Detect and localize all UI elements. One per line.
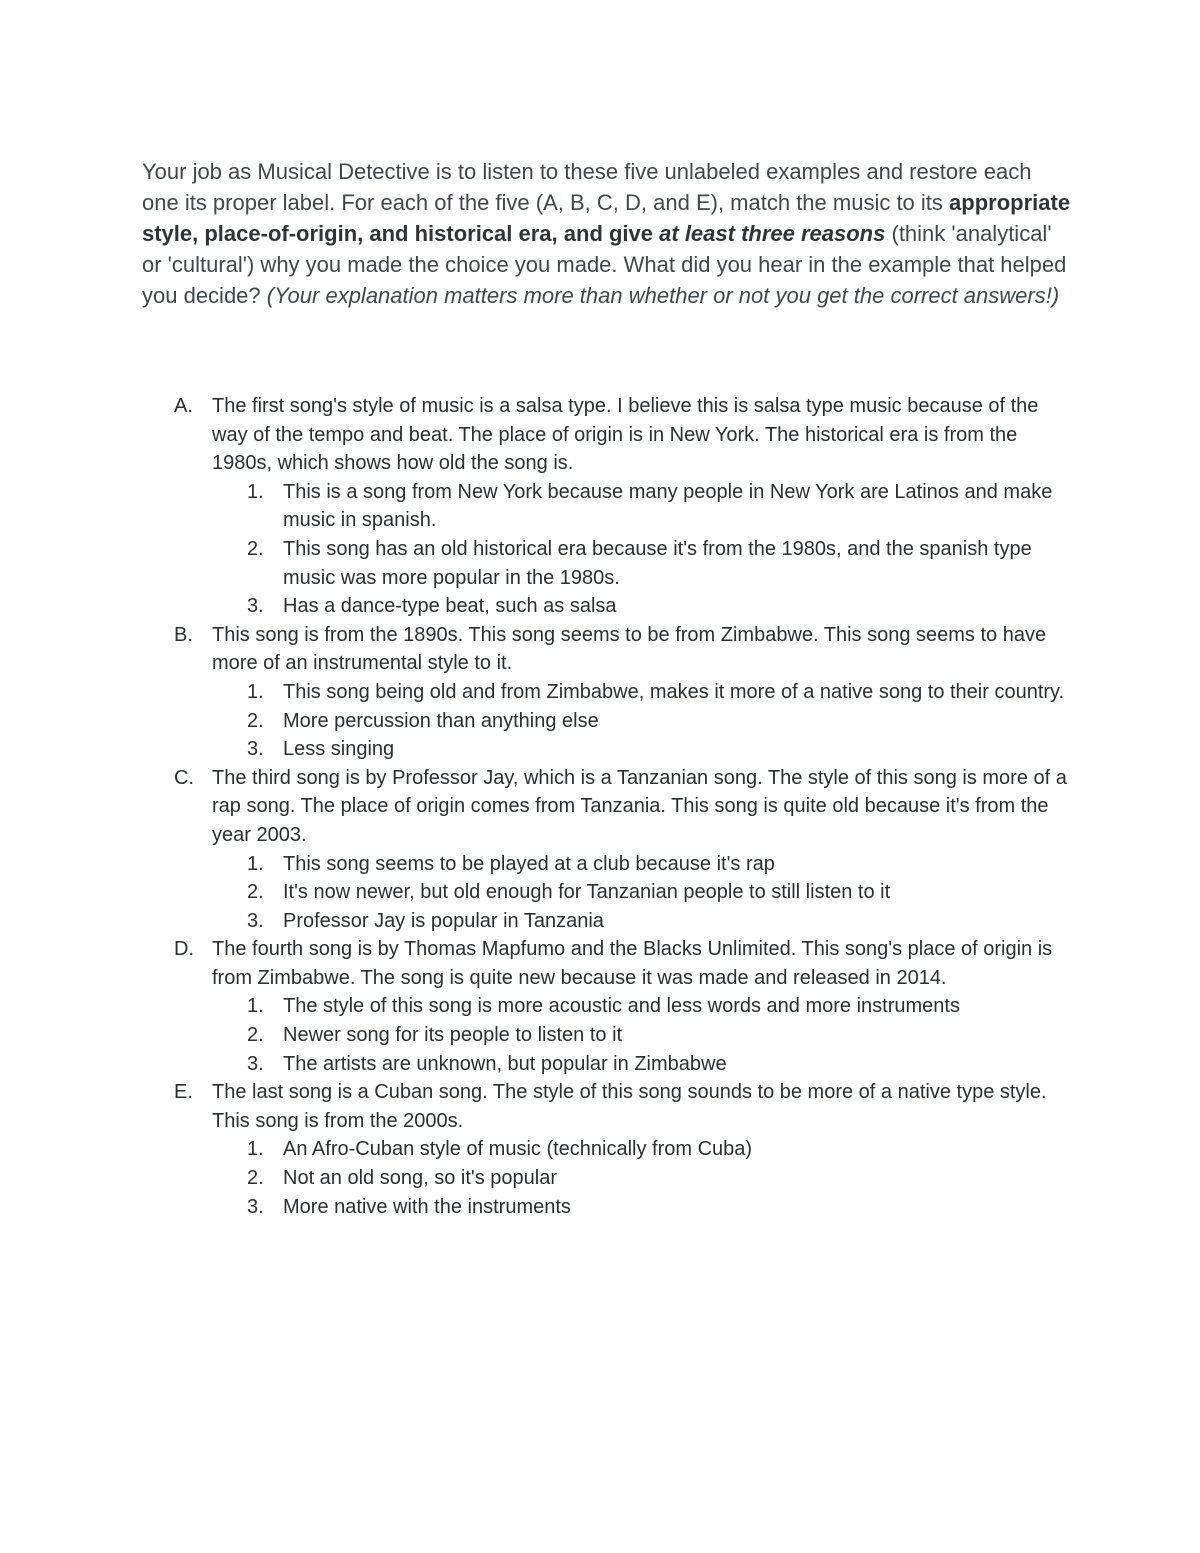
reason-text: More percussion than anything else <box>283 709 599 732</box>
reason-text: More native with the instruments <box>283 1195 571 1218</box>
reason-item <box>212 1021 1072 1050</box>
reason-list <box>212 850 1072 936</box>
answer-text: The first song's style of music is a salsa type. I believe this is salsa type music because of the way of the tempo and beat. The place of origin is in New York. The historical era is from the 1980s, which shows how old the song is. <box>212 395 1039 475</box>
reason-item <box>212 992 1072 1021</box>
answer-item-d <box>142 935 1072 1078</box>
reason-text: Professor Jay is popular in Tanzania <box>283 909 604 932</box>
intro-bold-text: appropriate style, place-of-origin, and historical era, and give <box>142 190 1071 246</box>
reason-text: The artists are unknown, but popular in Zimbabwe <box>283 1052 727 1075</box>
reason-text: The style of this song is more acoustic and less words and more instruments <box>283 995 960 1018</box>
reason-list <box>212 992 1072 1078</box>
reason-text: This is a song from New York because many people in New York are Latinos and make music in spanish. <box>283 480 1053 532</box>
answer-item-a <box>142 392 1072 621</box>
answer-letter: D. <box>174 938 194 961</box>
reason-number: 1. <box>247 680 264 703</box>
answer-item-b <box>142 621 1072 764</box>
reason-text: Less singing <box>283 738 395 761</box>
reason-item <box>212 707 1072 736</box>
reason-item <box>212 1193 1072 1222</box>
reason-item <box>212 878 1072 907</box>
reason-list <box>212 1135 1072 1221</box>
reason-text: This song has an old historical era because it's from the 1980s, and the spanish type music was more popular in the 1980s. <box>283 537 1032 589</box>
answer-text: This song is from the 1890s. This song seems to be from Zimbabwe. This song seems to have more of an instrumental style to it. <box>212 623 1047 675</box>
reason-item <box>212 907 1072 936</box>
reason-number: 3. <box>247 909 264 932</box>
reason-number: 3. <box>247 1052 264 1075</box>
reason-item <box>212 1135 1072 1164</box>
answer-letter: A. <box>174 395 193 417</box>
reason-number: 1. <box>247 1138 264 1161</box>
answer-item-e <box>142 1078 1072 1221</box>
reason-item <box>212 592 1072 621</box>
reason-number: 2. <box>247 1167 264 1190</box>
reason-list <box>212 478 1072 621</box>
answer-list <box>142 392 1072 1221</box>
reason-text: This song seems to be played at a club because it's rap <box>283 852 775 875</box>
reason-item <box>212 478 1072 535</box>
reason-text: It's now newer, but old enough for Tanzanian people to still listen to it <box>283 881 891 904</box>
answer-text: The third song is by Professor Jay, which is a Tanzanian song. The style of this song is more of a rap song. The place of origin comes from Tanzania. This song is quite old because it's from the year 2003. <box>212 766 1067 846</box>
reason-number: 2. <box>247 709 264 732</box>
reason-text: Newer song for its people to listen to it <box>283 1024 623 1047</box>
intro-italic-note: (Your explanation matters more than whether or not you get the correct answers!) <box>266 283 1060 308</box>
reason-item <box>212 850 1072 879</box>
reason-number: 2. <box>247 537 264 560</box>
reason-number: 3. <box>247 1195 264 1218</box>
reason-list <box>212 678 1072 764</box>
reason-item <box>212 678 1072 707</box>
reason-number: 1. <box>247 852 264 875</box>
reason-text: An Afro-Cuban style of music (technically from Cuba) <box>283 1138 753 1161</box>
reason-item <box>212 535 1072 592</box>
intro-paragraph <box>142 156 1072 311</box>
reason-text: Has a dance-type beat, such as salsa <box>283 595 617 618</box>
intro-text: Your job as Musical Detective is to listen to these five unlabeled examples and restore each one its proper label. For each of the five (A, B, C, D, and E), match the music to its <box>142 159 1032 215</box>
reason-number: 1. <box>247 995 264 1018</box>
intro-text-continued: (think 'analytical' or 'cultural') why you made the choice you made. What did you hear in the example that helped you decide? <box>142 221 1067 308</box>
reason-number: 1. <box>247 480 264 503</box>
answer-letter: E. <box>174 1081 193 1104</box>
answer-item-c <box>142 764 1072 936</box>
answer-letter: B. <box>174 623 193 646</box>
reason-number: 2. <box>247 881 264 904</box>
reason-number: 3. <box>247 738 264 761</box>
reason-item <box>212 1164 1072 1193</box>
answer-text: The fourth song is by Thomas Mapfumo and the Blacks Unlimited. This song's place of origin is from Zimbabwe. The song is quite new because it was made and released in 2014. <box>212 938 1053 989</box>
answer-letter: C. <box>174 766 194 789</box>
intro-bold-italic-text: at least three reasons <box>659 221 886 246</box>
reason-text: Not an old song, so it's popular <box>283 1167 557 1190</box>
answer-text: The last song is a Cuban song. The style of this song sounds to be more of a native type style. This song is from the 2000s. <box>212 1081 1047 1132</box>
reason-number: 2. <box>247 1024 264 1047</box>
reason-item <box>212 735 1072 764</box>
reason-item <box>212 1050 1072 1079</box>
reason-number: 3. <box>247 595 264 618</box>
document-page <box>142 156 1072 1218</box>
reason-text: This song being old and from Zimbabwe, makes it more of a native song to their country. <box>283 680 1065 703</box>
